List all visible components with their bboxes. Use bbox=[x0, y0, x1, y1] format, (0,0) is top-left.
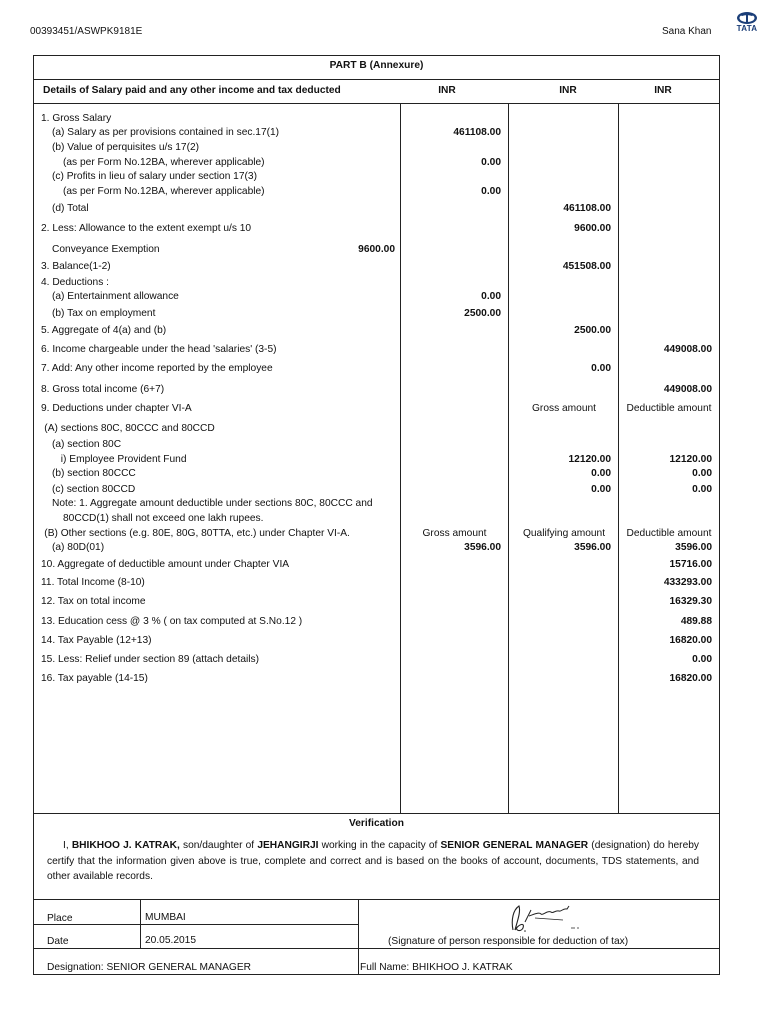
amount-c3: 449008.00 bbox=[663, 344, 712, 355]
verification-statement bbox=[47, 838, 699, 885]
amount-c3: 15716.00 bbox=[669, 559, 712, 570]
amount-c2: 0.00 bbox=[591, 468, 611, 479]
statement-prefix: I, bbox=[63, 840, 72, 851]
inline-amount: 9600.00 bbox=[358, 244, 395, 255]
row-label: 4. Deductions : bbox=[41, 277, 109, 288]
table-header-description: Details of Salary paid and any other income and tax deducted bbox=[43, 85, 341, 96]
verification-title: Verification bbox=[349, 818, 404, 829]
declarant-name: BHIKHOO J. KATRAK, bbox=[71, 840, 180, 851]
row-label: (A) sections 80C, 80CCC and 80CCD bbox=[44, 423, 215, 434]
row-label: 7. Add: Any other income reported by the employee bbox=[41, 363, 273, 374]
amount-c2: 12120.00 bbox=[568, 454, 611, 465]
row-label: 12. Tax on total income bbox=[41, 596, 146, 607]
row-label: 1. Gross Salary bbox=[41, 113, 112, 124]
divider bbox=[33, 899, 720, 900]
date-label: Date bbox=[47, 936, 69, 947]
amount-c3: 3596.00 bbox=[675, 542, 712, 553]
row-label: (a) Entertainment allowance bbox=[52, 291, 179, 302]
divider bbox=[33, 103, 720, 104]
date-value: 20.05.2015 bbox=[145, 935, 196, 946]
divider bbox=[33, 948, 720, 949]
row-label: 3. Balance(1-2) bbox=[41, 261, 111, 272]
amount-c3: 0.00 bbox=[692, 468, 712, 479]
amount-c3: 0.00 bbox=[692, 484, 712, 495]
amount-c2: 2500.00 bbox=[574, 325, 611, 336]
column-subheader: Gross amount bbox=[532, 403, 596, 414]
table-header-col1: INR bbox=[438, 85, 456, 96]
declarant-designation: SENIOR GENERAL MANAGER bbox=[440, 840, 589, 851]
amount-c3: 16820.00 bbox=[669, 673, 712, 684]
logo-text: TATA bbox=[736, 24, 758, 33]
row-label: Note: 1. Aggregate amount deductible under sections 80C, 80CCC and bbox=[52, 498, 373, 509]
divider bbox=[33, 79, 720, 80]
row-label: 10. Aggregate of deductible amount under Chapter VIA bbox=[41, 559, 290, 570]
amount-c2: 9600.00 bbox=[574, 223, 611, 234]
part-title: PART B (Annexure) bbox=[329, 60, 424, 71]
amount-c3: 16329.30 bbox=[669, 596, 712, 607]
row-label: 8. Gross total income (6+7) bbox=[41, 384, 165, 395]
column-divider bbox=[140, 899, 141, 948]
row-label: (a) section 80C bbox=[52, 439, 122, 450]
signature-caption: (Signature of person responsible for deduction of tax) bbox=[388, 936, 629, 947]
amount-c3: 489.88 bbox=[680, 616, 712, 627]
amount-c1: 0.00 bbox=[481, 291, 501, 302]
column-subheader: Gross amount bbox=[422, 528, 487, 539]
amount-c1: 2500.00 bbox=[464, 308, 501, 319]
row-label: 5. Aggregate of 4(a) and (b) bbox=[41, 325, 167, 336]
row-label: 6. Income chargeable under the head 'salaries' (3-5) bbox=[41, 344, 277, 355]
employee-name: Sana Khan bbox=[662, 26, 712, 37]
amount-c1: 0.00 bbox=[481, 186, 501, 197]
row-label: (d) Total bbox=[52, 203, 89, 214]
row-label: (b) Value of perquisites u/s 17(2) bbox=[52, 142, 200, 153]
tata-logo-icon bbox=[734, 11, 760, 25]
statement-text: son/daughter of bbox=[179, 840, 258, 851]
column-divider bbox=[508, 103, 509, 813]
amount-c2: 461108.00 bbox=[563, 203, 611, 214]
full-name-line: Full Name: BHIKHOO J. KATRAK bbox=[360, 962, 513, 973]
row-label: (as per Form No.12BA, wherever applicable) bbox=[63, 186, 265, 197]
amount-c1: 0.00 bbox=[481, 157, 501, 168]
column-subheader: Deductible amount bbox=[626, 528, 712, 539]
table-header-col2: INR bbox=[559, 85, 577, 96]
place-label: Place bbox=[47, 913, 73, 924]
row-label: (b) Tax on employment bbox=[52, 308, 156, 319]
row-label: 9. Deductions under chapter VI-A bbox=[41, 403, 192, 414]
signature-icon bbox=[505, 900, 585, 936]
row-label: 14. Tax Payable (12+13) bbox=[41, 635, 152, 646]
row-label: (b) section 80CCC bbox=[52, 468, 136, 479]
row-label: 13. Education cess @ 3 % ( on tax computed at S.No.12 ) bbox=[41, 616, 303, 627]
tata-logo bbox=[734, 11, 760, 35]
amount-c3: 12120.00 bbox=[669, 454, 712, 465]
row-label: (B) Other sections (e.g. 80E, 80G, 80TTA, etc.) under Chapter VI-A. bbox=[44, 528, 350, 539]
row-label: 11. Total Income (8-10) bbox=[41, 577, 145, 588]
amount-c3: 16820.00 bbox=[669, 635, 712, 646]
statement-text: (designation) do hereby certify that the information given above is true, complete and correct and is based on the books of account, documents, TDS statements, and other available records. bbox=[47, 840, 700, 882]
designation-line: Designation: SENIOR GENERAL MANAGER bbox=[47, 962, 252, 973]
amount-c3: 433293.00 bbox=[663, 577, 712, 588]
row-label: 15. Less: Relief under section 89 (attach details) bbox=[41, 654, 260, 665]
amount-c3: 449008.00 bbox=[663, 384, 712, 395]
statement-text: working in the capacity of bbox=[318, 840, 441, 851]
amount-c2: 0.00 bbox=[591, 363, 611, 374]
column-subheader: Qualifying amount bbox=[522, 528, 606, 539]
row-label: 16. Tax payable (14-15) bbox=[41, 673, 148, 684]
row-label: (a) 80D(01) bbox=[52, 542, 105, 553]
father-name: JEHANGIRJI bbox=[257, 840, 319, 851]
amount-c1: 461108.00 bbox=[453, 127, 501, 138]
amount-c2: 451508.00 bbox=[562, 261, 611, 272]
column-divider bbox=[618, 103, 619, 813]
row-label: (c) section 80CCD bbox=[52, 484, 136, 495]
table-header-col3: INR bbox=[654, 85, 672, 96]
row-label: (as per Form No.12BA, wherever applicable) bbox=[63, 157, 265, 168]
divider bbox=[33, 813, 720, 814]
row-label: 80CCD(1) shall not exceed one lakh rupees. bbox=[63, 513, 264, 524]
amount-c3: 0.00 bbox=[692, 654, 712, 665]
amount-c1: 3596.00 bbox=[464, 542, 501, 553]
amount-c2: 0.00 bbox=[591, 484, 611, 495]
column-subheader: Deductible amount bbox=[626, 403, 712, 414]
divider bbox=[33, 924, 359, 925]
column-divider bbox=[358, 899, 359, 975]
row-label: Conveyance Exemption bbox=[52, 244, 160, 255]
document-id: 00393451/ASWPK9181E bbox=[30, 26, 143, 37]
amount-c2: 3596.00 bbox=[574, 542, 611, 553]
row-label: i) Employee Provident Fund bbox=[60, 454, 187, 465]
row-label: (c) Profits in lieu of salary under section 17(3) bbox=[52, 171, 257, 182]
place-value: MUMBAI bbox=[145, 912, 186, 923]
column-divider bbox=[400, 103, 401, 813]
row-label: 2. Less: Allowance to the extent exempt u/s 10 bbox=[41, 223, 252, 234]
row-label: (a) Salary as per provisions contained in sec.17(1) bbox=[52, 127, 280, 138]
